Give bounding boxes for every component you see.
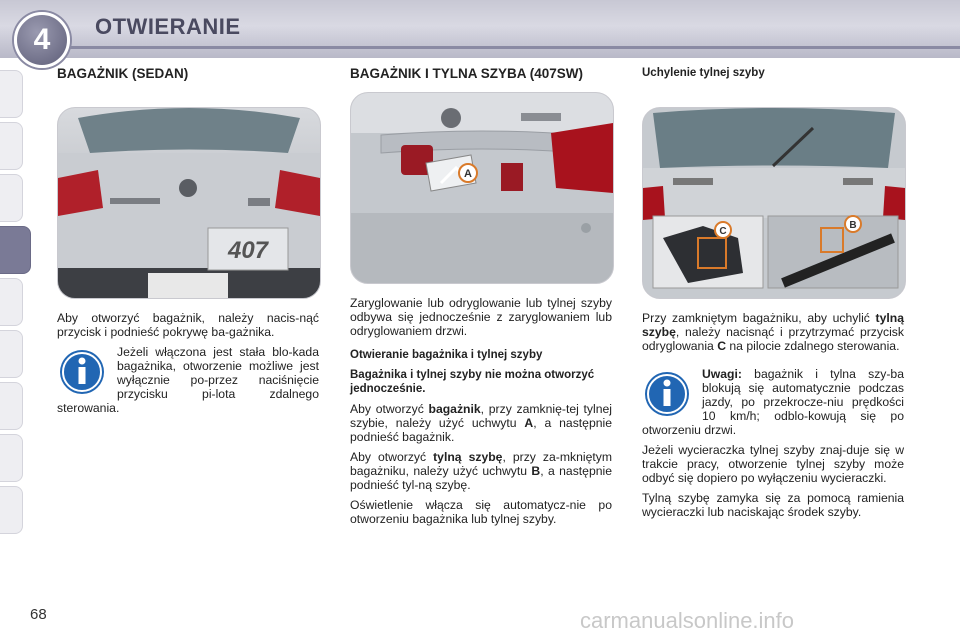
subheading-not-simultaneous: Bagażnika i tylnej szyby nie można otworzyć jednocześnie. xyxy=(350,369,595,395)
section-heading-sedan: BAGAŻNIK (SEDAN) xyxy=(57,66,189,81)
chapter-tabs xyxy=(0,70,30,538)
subheading-opening: Otwieranie bagażnika i tylnej szyby xyxy=(350,349,543,361)
chapter-tab-5[interactable] xyxy=(0,278,23,326)
chapter-tab-8[interactable] xyxy=(0,434,23,482)
label-c: C xyxy=(719,226,727,237)
chapter-tab-3[interactable] xyxy=(0,174,23,222)
407-badge-closeup: 407 xyxy=(227,237,269,264)
open-trunk-text: Aby otworzyć bagażnik, przy zamknię-tej tylnej szybie, należy użyć uchwytu A, a następnie podnieść bagażnik. xyxy=(350,402,612,444)
sedan-open-instructions: Aby otworzyć bagażnik, należy nacis-nąć przycisk i podnieść pokrywę ba-gażnika. xyxy=(57,311,319,339)
page-number: 68 xyxy=(30,606,47,623)
label-b: B xyxy=(849,220,857,231)
sedan-trunk-photo xyxy=(57,107,321,299)
header-rule xyxy=(40,46,960,49)
section-heading-rear-window: Uchylenie tylnej szyby xyxy=(642,67,765,79)
column-407sw xyxy=(350,66,612,532)
chapter-tab-1[interactable] xyxy=(0,70,23,118)
chapter-number-badge: 4 xyxy=(14,12,70,68)
info-icon xyxy=(644,371,690,417)
rear-window-photo xyxy=(642,107,906,299)
watermark: carmanualsonline.info xyxy=(580,608,795,633)
info-note-sedan xyxy=(57,345,319,415)
tilt-window-text: Przy zamkniętym bagażniku, aby uchylić tylną szybę, należy nacisnąć i przytrzymać przycisk odryglowania C na pilocie zdalnego sterowania. xyxy=(642,311,904,353)
warning-note-text: Uwagi: bagażnik i tylna szy-ba blokują się automatycznie podczas jazdy, po przekrocze-niu prędkości 10 km/h; odblo-kowują się po otworzeniu drzwi. xyxy=(642,367,904,437)
chapter-title: OTWIERANIE xyxy=(95,14,241,39)
column-rear-window xyxy=(642,66,904,525)
info-note-text: Jeżeli włączona jest stała blo-kada bagażnika, otworzenie możliwe jest wyłącznie po-przez naciśnięcie przycisku pi-lota zdalnego sterowania. xyxy=(57,345,319,415)
chapter-tab-7[interactable] xyxy=(0,382,23,430)
407sw-tailgate-photo xyxy=(350,92,614,284)
wiper-text: Jeżeli wycieraczka tylnej szyby znaj-duje się w trakcie pracy, otworzenie tylnej szyby może odbyć się dopiero po wyłączeniu wycieraczki. xyxy=(642,443,904,485)
lighting-text: Oświetlenie włącza się automatycz-nie po otworzeniu bagażnika lub tylnej szyby. xyxy=(350,498,612,526)
chapter-header xyxy=(0,0,960,58)
column-sedan xyxy=(57,66,319,421)
info-icon xyxy=(59,349,105,395)
chapter-tab-4-active[interactable] xyxy=(0,226,31,274)
chapter-tab-9[interactable] xyxy=(0,486,23,534)
label-a: A xyxy=(464,168,472,180)
closing-text: Tylną szybę zamyka się za pomocą ramienia wycieraczki lub naciskając środek szyby. xyxy=(642,491,904,519)
407sw-locking-text: Zaryglowanie lub odryglowanie lub tylnej szyby odbywa się jednocześnie z zaryglowaniem lub odryglowaniem drzwi. xyxy=(350,296,612,338)
chapter-tab-6[interactable] xyxy=(0,330,23,378)
info-note-rear-window xyxy=(642,367,904,437)
chapter-tab-2[interactable] xyxy=(0,122,23,170)
section-heading-407sw: BAGAŻNIK I TYLNA SZYBA (407SW) xyxy=(350,66,584,81)
open-window-text: Aby otworzyć tylną szybę, przy za-mkniętym bagażniku, należy użyć uchwytu B, a następnie podnieść tyl-ną szybę. xyxy=(350,450,612,492)
